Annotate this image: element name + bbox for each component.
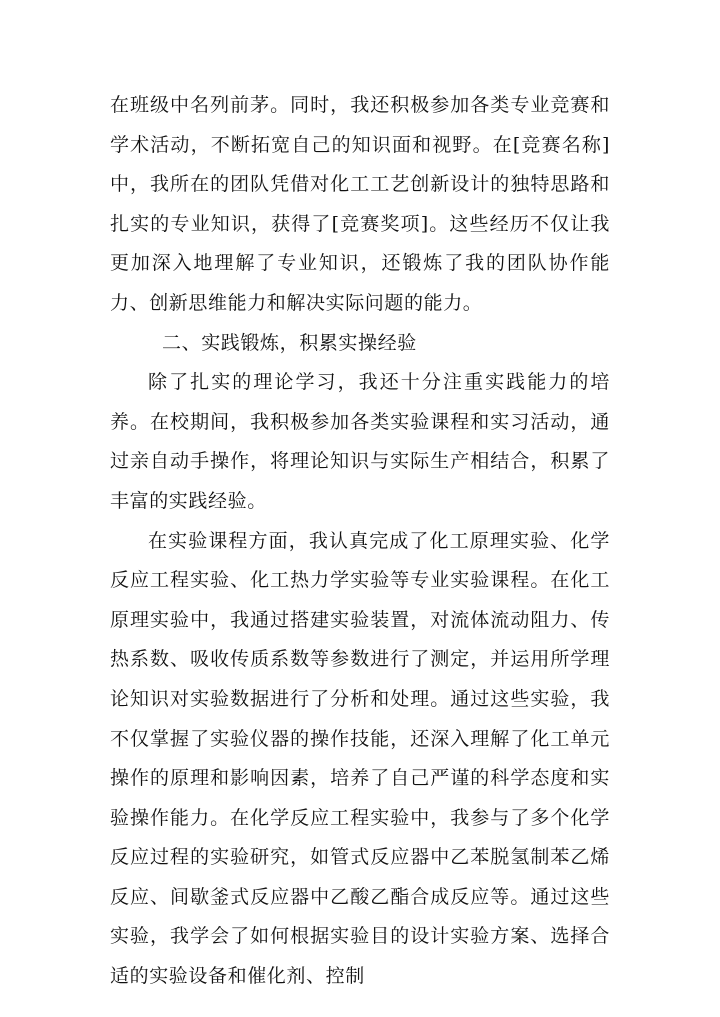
paragraph-practice-intro: 除了扎实的理论学习，我还十分注重实践能力的培养。在校期间，我积极参加各类实验课程和实习活动，通过亲自动手操作，将理论知识与实际生产相结合，积累了丰富的实践经验。 (110, 371, 610, 512)
document-body (110, 86, 610, 997)
paragraph-continuation: 在班级中名列前茅。同时，我还积极参加各类专业竞赛和学术活动，不断拓宽自己的知识面和视野。在[竞赛名称]中，我所在的团队凭借对化工工艺创新设计的独特思路和扎实的专业知识，获得了[竞赛奖项]。这些经历不仅让我更加深入地理解了专业知识，还锻炼了我的团队协作能力、创新思维能力和解决实际问题的能力。 (110, 94, 610, 314)
paragraph-lab-courses: 在实验课程方面，我认真完成了化工原理实验、化学反应工程实验、化工热力学实验等专业实验课程。在化工原理实验中，我通过搭建实验装置，对流体流动阻力、传热系数、吸收传质系数等参数进行了测定，并运用所学理论知识对实验数据进行了分析和处理。通过这些实验，我不仅掌握了实验仪器的操作技能，还深入理解了化工单元操作的原理和影响因素，培养了自己严谨的科学态度和实验操作能力。在化学反应工程实验中，我参与了多个化学反应过程的实验研究，如管式反应器中乙苯脱氢制苯乙烯反应、间歇釜式反应器中乙酸乙酯合成反应等。通过这些实验，我学会了如何根据实验目的设计实验方案、选择合适的实验设备和催化剂、控制 (110, 529, 610, 988)
section-heading: 二、实践锻炼，积累实操经验 (162, 331, 417, 354)
